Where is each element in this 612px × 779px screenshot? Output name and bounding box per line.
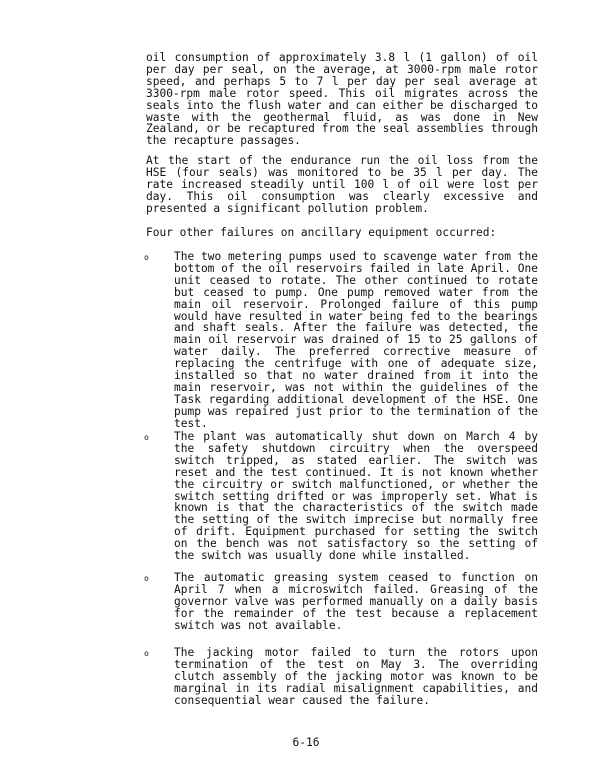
bullet-marker: o (144, 433, 149, 442)
paragraph-ancillary-failures-intro: Four other failures on ancillary equipment occurred: (146, 226, 497, 239)
list-item-text: The jacking motor failed to turn the rotors upon termination of the test on May 3. The overriding clutch assembly of the jacking motor was known to be marginal in its radial misalignment capabilities, and consequential wear caused the failure. (174, 646, 538, 707)
page-number: 6-16 (292, 736, 320, 749)
list-item-text: The automatic greasing system ceased to function on April 7 when a microswitch failed. Greasing of the governor valve was performed manually on a daily basis for the remainder of the test because a replacement switch was not available. (174, 571, 538, 632)
bullet-marker: o (144, 649, 149, 658)
list-item-text: The plant was automatically shut down on March 4 by the safety shutdown circuitry when the overspeed switch tripped, as stated earlier. The switch was reset and the test continued. It is not known whether the circuitry or switch malfunctioned, or whether the switch setting drifted or was improperly set. What is known is that the characteristics of the switch made the setting of the switch imprecise but normally free of drift. Equipment purchased for setting the switch on the bench was not satisfactory so the setting of the switch was usually done while installed. (174, 430, 538, 563)
bullet-marker: o (144, 574, 149, 583)
paragraph-oil-consumption: oil consumption of approximately 3.8 l (1 gallon) of oil per day per seal, on the average, at 3000-rpm male rotor speed, and perhaps 5 to 7 l per day per seal average at 3300-rpm male rotor speed. This oil migrates across the seals into the flush water and can either be discharged to waste with the geothermal fluid, as was done in New Zealand, or be recaptured from the seal assemblies through the recapture passages. (146, 51, 538, 148)
paragraph-endurance-run: At the start of the endurance run the oil loss from the HSE (four seals) was monitored to be 35 l per day. The rate increased steadily until 100 l of oil were lost per day. This oil consumption was clearly excessive and presented a significant pollution problem. (146, 154, 538, 215)
list-item-text: The two metering pumps used to scavenge water from the bottom of the oil reservoirs failed in late April. One unit ceased to rotate. The other continued to rotate but ceased to pump. One pump removed water from the main oil reservoir. Prolonged failure of this pump would have resulted in water being fed to the bearings and shaft seals. After the failure was detected, the main oil reservoir was drained of 15 to 25 gallons of water daily. The preferred corrective measure of replacing the centrifuge with one of adequate size, installed so that no water drained from it into the main reservoir, was not within the guidelines of the Task regarding additional development of the HSE. One pump was repaired just prior to the termination of the test. (174, 250, 538, 430)
bullet-marker: o (144, 253, 149, 262)
